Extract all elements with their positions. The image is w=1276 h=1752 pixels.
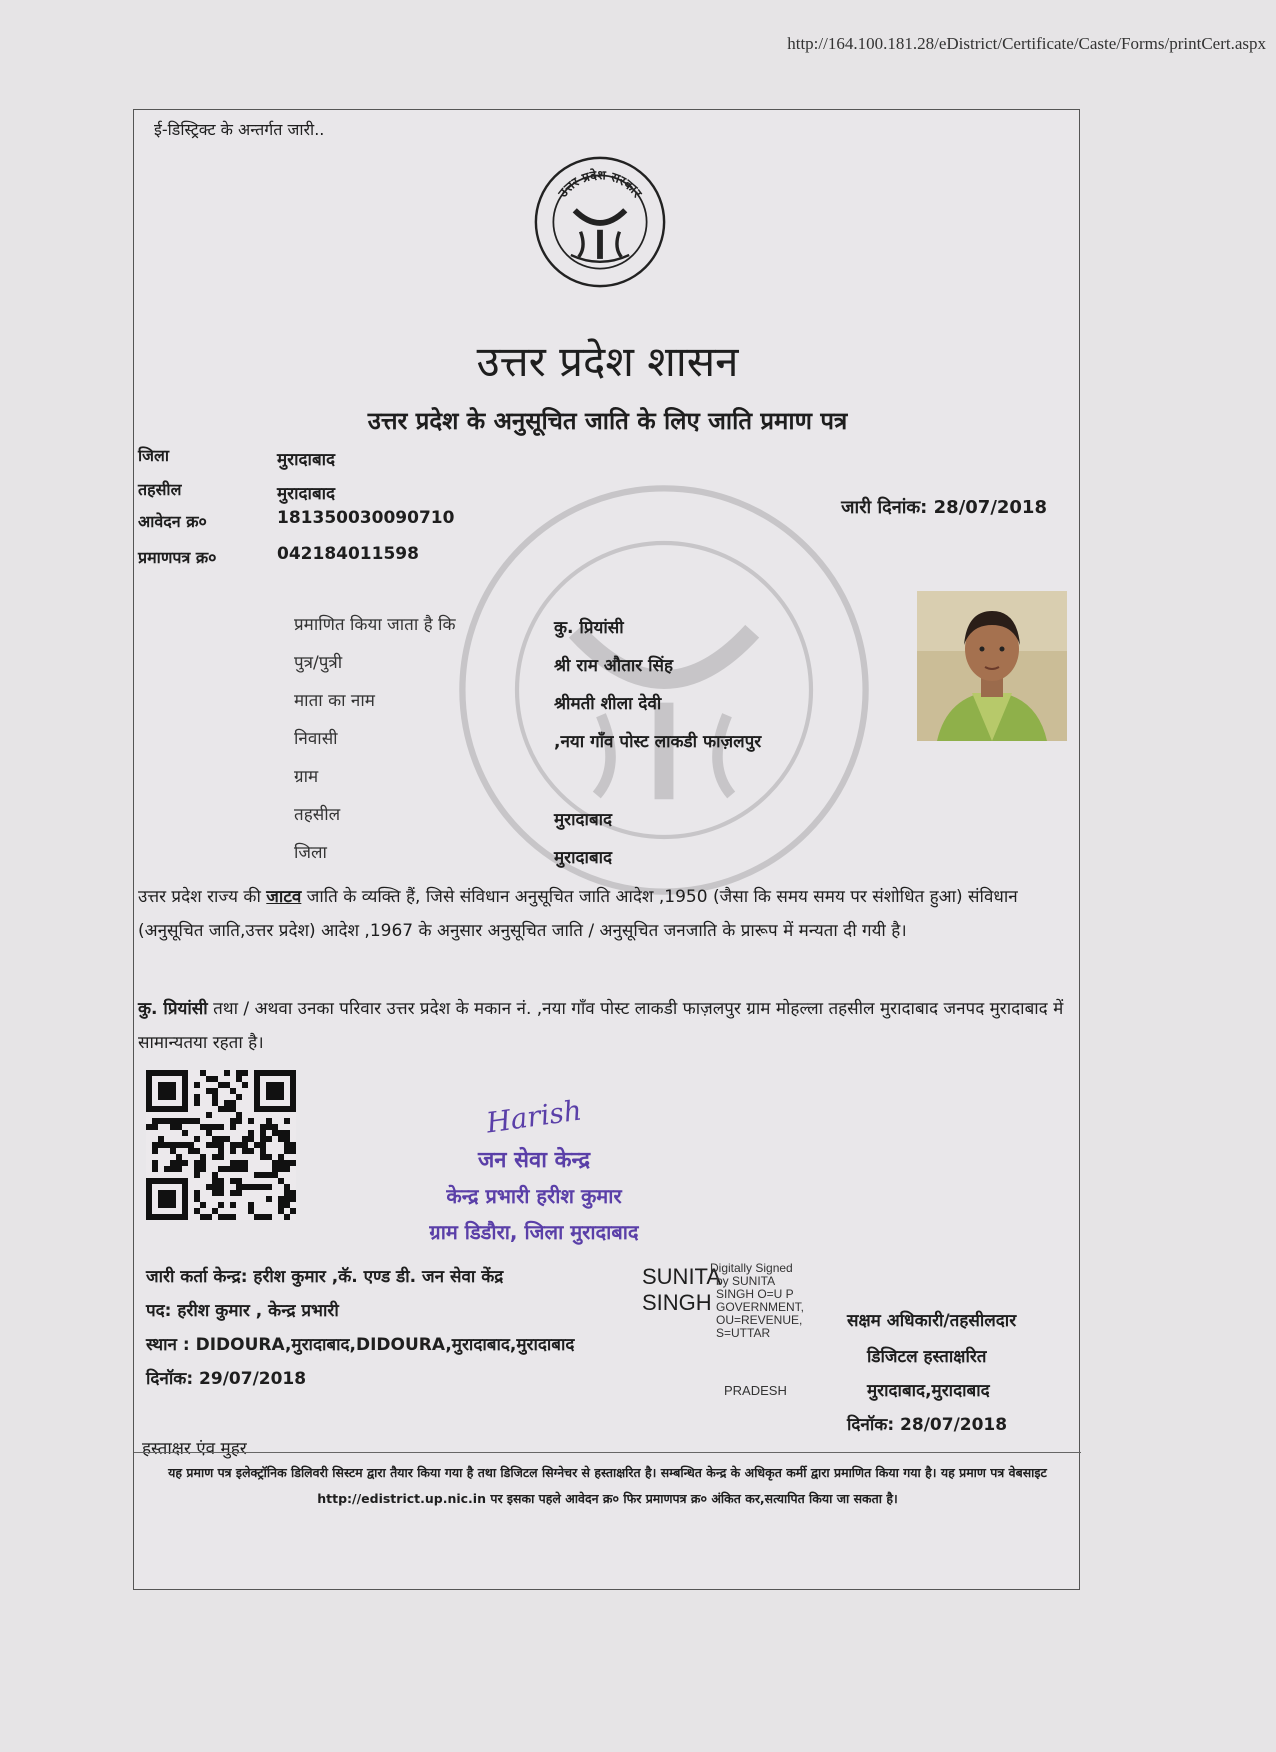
caste-declaration-post: जाति के व्यक्ति हैं, जिसे संविधान अनुसूचित जाति आदेश ,1950 (जैसा कि समय समय पर संशोधित हुआ) संविधान (अनुसूचित जाति,उत्तर प्रदेश) आदेश ,1967 के अनुसार अनुसूचित जाति / अनुसूचित जनजाति के प्रारूप में मन्यता दी गयी है। [138, 887, 1018, 941]
ds-line-7: PRADESH [724, 1383, 787, 1398]
person-name: कु. प्रियांसी [554, 618, 624, 638]
issue-date: जारी दिनांक: 28/07/2018 [841, 497, 1047, 518]
certificate-number-value: 042184011598 [277, 544, 419, 564]
up-government-emblem-icon [532, 154, 668, 290]
mother-name: श्रीमती शीला देवी [554, 694, 662, 714]
resident-label: निवासी [294, 729, 338, 749]
applicant-photo-image [917, 591, 1067, 741]
ds-line-6: S=UTTAR [716, 1326, 771, 1340]
issuer-place: स्थान : DIDOURA,मुरादाबाद,DIDOURA,मुरादाबाद,मुरादाबाद [146, 1335, 575, 1355]
page-url: http://164.100.181.28/eDistrict/Certificate/Caste/Forms/printCert.aspx [787, 34, 1266, 53]
caste-declaration-paragraph [134, 880, 1081, 948]
issued-under-note: ई-डिस्ट्रिक्ट के अन्तर्गत जारी.. [154, 120, 325, 139]
footer-note: यह प्रमाण पत्र इलेक्ट्रॉनिक डिलिवरी सिस्टम द्वारा तैयार किया गया है तथा डिजिटल सिग्नेचर से हस्ताक्षरित है। सम्बन्धित केन्द्र के अधिकृत कर्मी द्वारा प्रमाणित किया गया है। यह प्रमाण पत्र वेबसाइट http://edistrict.up.nic.in पर इसका पहले आवेदन क्र० फिर प्रमाणपत्र क्र० अंकित कर,सत्यापित किया जा सकता है। [168, 1465, 1047, 1506]
digital-signer-name-line1: SUNITA [642, 1264, 722, 1289]
village-label: ग्राम [294, 767, 319, 787]
footer-divider [134, 1452, 1081, 1453]
applicant-photo [917, 591, 1067, 741]
issuing-center: जारी कर्ता केन्द्र: हरीश कुमार ,कॅ. एण्ड डी. जन सेवा केंद्र [146, 1267, 504, 1287]
ds-line-5: OU=REVENUE, [716, 1313, 803, 1327]
issuer-post: पद: हरीश कुमार , केन्द्र प्रभारी [146, 1301, 339, 1321]
application-number-value: 181350030090710 [277, 508, 455, 528]
person-tehsil-label: तहसील [294, 805, 341, 825]
government-title: उत्तर प्रदेश शासन [476, 337, 739, 386]
emblem-arc-text: उत्तर प्रदेश सरकार [554, 167, 646, 201]
certificate-title: उत्तर प्रदेश के अनुसूचित जाति के लिए जाति प्रमाण पत्र [367, 407, 848, 435]
officer-place: मुरादाबाद,मुरादाबाद [867, 1381, 990, 1401]
tehsil-value: मुरादाबाद [277, 484, 336, 504]
stamp-line-1: जन सेवा केन्द्र [477, 1148, 591, 1173]
emblem-watermark-icon [454, 480, 874, 900]
resident-address: ,नया गाँव पोस्ट लाकडी फाज़लपुर [554, 732, 762, 752]
ds-line-2: by SUNITA [716, 1274, 776, 1288]
caste-certificate [133, 109, 1080, 1590]
certificate-number-label: प्रमाणपत्र क्र० [138, 548, 217, 567]
officer-digital-sign: डिजिटल हस्ताक्षरित [867, 1347, 987, 1367]
residence-text: तथा / अथवा उनका परिवार उत्तर प्रदेश के मकान नं. ,नया गाँव पोस्ट लाकडी फाज़लपुर ग्राम मोहल्ला तहसील मुरादाबाद जनपद मुरादाबाद में सामान्यतया रहता है। [138, 999, 1064, 1053]
signature-and-seal-label: हस्ताक्षर एंव मुहर [142, 1439, 247, 1459]
residence-person-name: कु. प्रियांसी [138, 999, 208, 1019]
person-tehsil-value: मुरादाबाद [554, 810, 613, 830]
digital-signature-details [710, 1262, 804, 1340]
ds-line-4: GOVERNMENT, [716, 1300, 805, 1314]
application-number-label: आवेदन क्र० [138, 512, 207, 531]
officer-title: सक्षम अधिकारी/तहसीलदार [847, 1311, 1017, 1331]
tehsil-label: तहसील [138, 480, 182, 499]
ds-line-1: Digitally Signed [710, 1261, 793, 1275]
ds-line-3: SINGH O=U P [716, 1287, 794, 1301]
caste-declaration-pre: उत्तर प्रदेश राज्य की [138, 887, 267, 907]
parent-name: श्री राम औतार सिंह [554, 656, 674, 676]
stamp-line-2: केन्द्र प्रभारी हरीश कुमार [446, 1184, 622, 1208]
qr-code-icon [146, 1070, 296, 1220]
issuer-date: दिनॉक: 29/07/2018 [146, 1369, 307, 1389]
parent-label: पुत्र/पुत्री [294, 653, 343, 673]
handwritten-signature: Harish [484, 1093, 584, 1140]
person-district-value: मुरादाबाद [554, 848, 613, 868]
digital-signer-name-line2: SINGH [642, 1290, 712, 1315]
district-value: मुरादाबाद [277, 450, 336, 470]
officer-date: दिनॉक: 28/07/2018 [847, 1415, 1008, 1435]
mother-label: माता का नाम [294, 691, 375, 711]
stamp-line-3: ग्राम डिडौरा, जिला मुरादाबाद [429, 1220, 639, 1244]
jan-seva-kendra-stamp [334, 1093, 734, 1270]
svg-text:उत्तर प्रदेश सरकार [554, 167, 645, 201]
residence-paragraph [134, 992, 1081, 1060]
district-label: जिला [138, 446, 170, 465]
certified-label: प्रमाणित किया जाता है कि [294, 615, 456, 635]
person-district-label: जिला [294, 843, 327, 863]
caste-name: जाटव [266, 887, 302, 907]
